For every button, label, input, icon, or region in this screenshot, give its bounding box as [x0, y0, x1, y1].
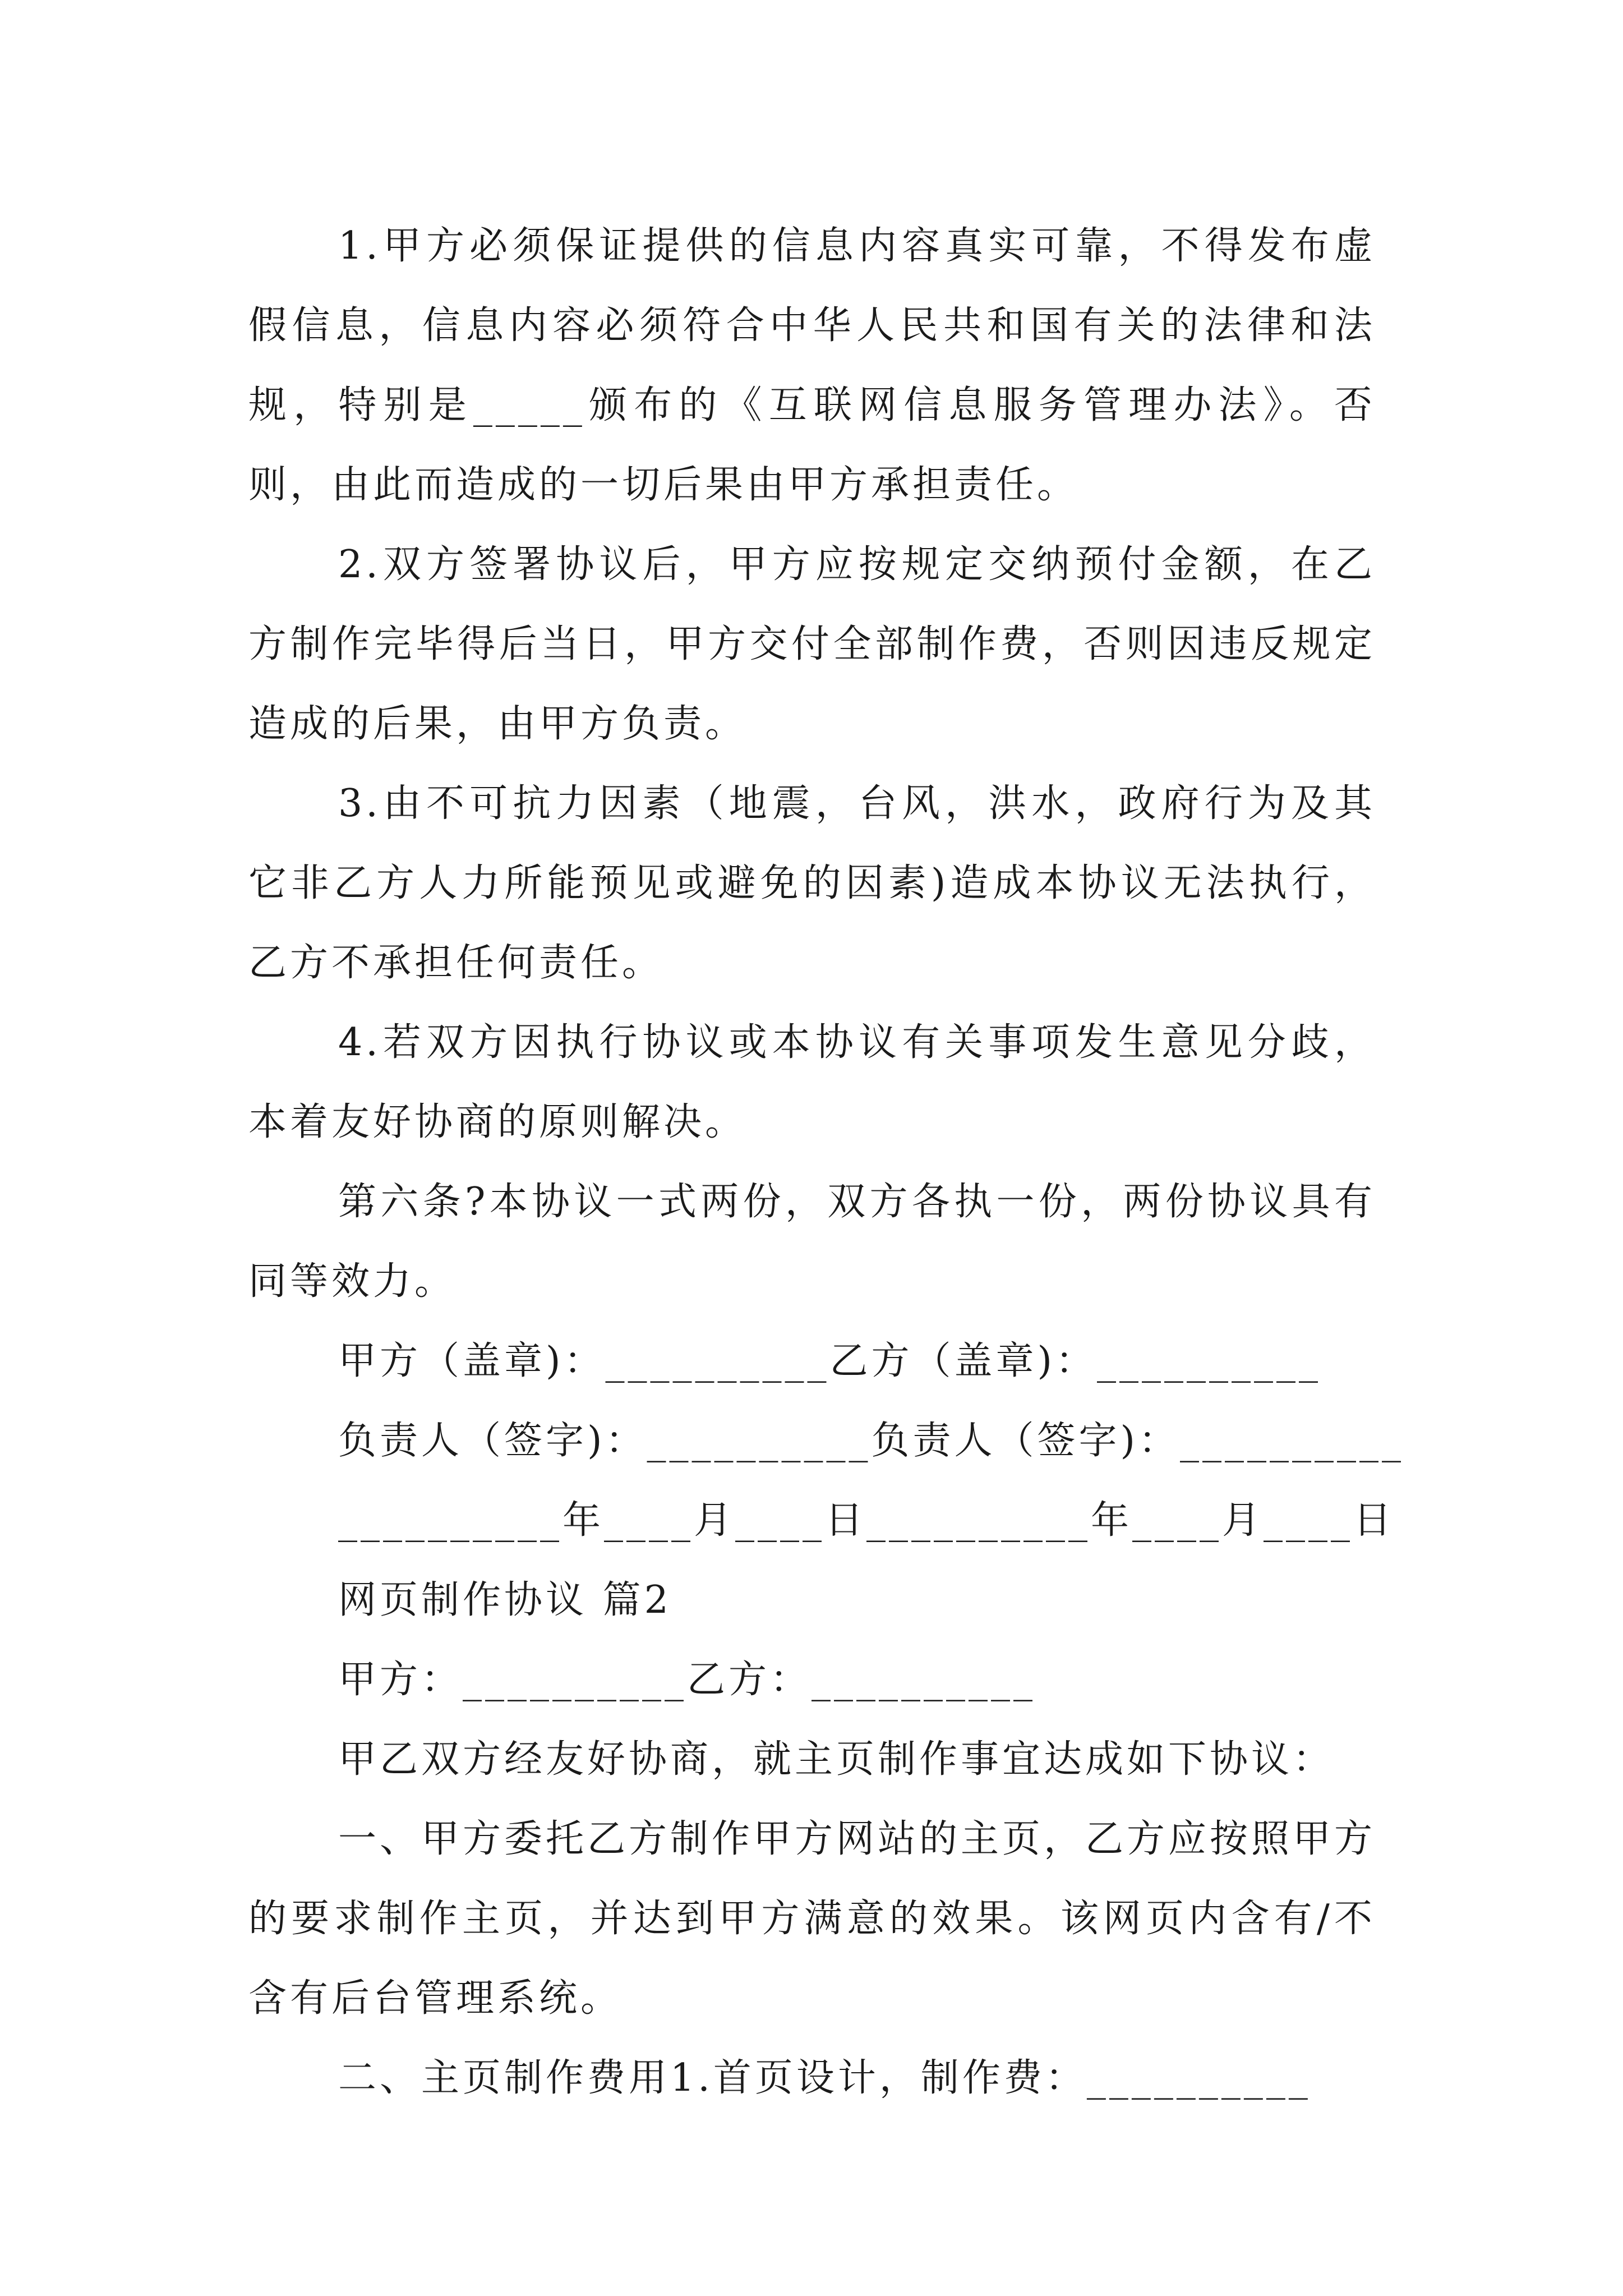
clause-1: 1.甲方必须保证提供的信息内容真实可靠，不得发布虚假信息，信息内容必须符合中华人民共和国有关的法律和法规，特别是_____颁布的《互联网信息服务管理办法》。否则，由此而造成的一切后果由甲方承担责任。 — [248, 224, 1376, 507]
clause-3: 3.由不可抗力因素（地震，台风，洪水，政府行为及其它非乙方人力所能预见或避免的因素)造成本协议无法执行，乙方不承担任何责任。 — [248, 781, 1376, 985]
signatory-line: 负责人（签字)：__________负责人（签字)：__________ — [338, 1419, 1405, 1463]
document-body — [248, 206, 1405, 2118]
clause-4: 4.若双方因执行协议或本协议有关事项发生意见分歧，本着友好协商的原则解决。 — [248, 1020, 1376, 1144]
date-line: __________年____月____日__________年____月____日 — [338, 1498, 1395, 1543]
section2-clause-2: 二、主页制作费用1.首页设计，制作费：__________ — [338, 2056, 1311, 2100]
article-6: 第六条?本协议一式两份，双方各执一份，两份协议具有同等效力。 — [248, 1180, 1376, 1304]
section2-clause-1: 一、甲方委托乙方制作甲方网站的主页，乙方应按照甲方的要求制作主页，并达到甲方满意的效果。该网页内含有/不含有后台管理系统。 — [248, 1817, 1376, 2021]
section2-intro: 甲乙双方经友好协商，就主页制作事宜达成如下协议： — [338, 1737, 1335, 1782]
section2-title: 网页制作协议 篇2 — [338, 1578, 672, 1622]
clause-2: 2.双方签署协议后，甲方应按规定交纳预付金额，在乙方制作完毕得后当日，甲方交付全部制作费，否则因违反规定造成的后果，由甲方负责。 — [248, 542, 1376, 746]
party-a-seal-line: 甲方（盖章)：__________乙方（盖章)：__________ — [338, 1339, 1322, 1383]
section2-parties: 甲方：__________乙方：__________ — [338, 1658, 1036, 1702]
